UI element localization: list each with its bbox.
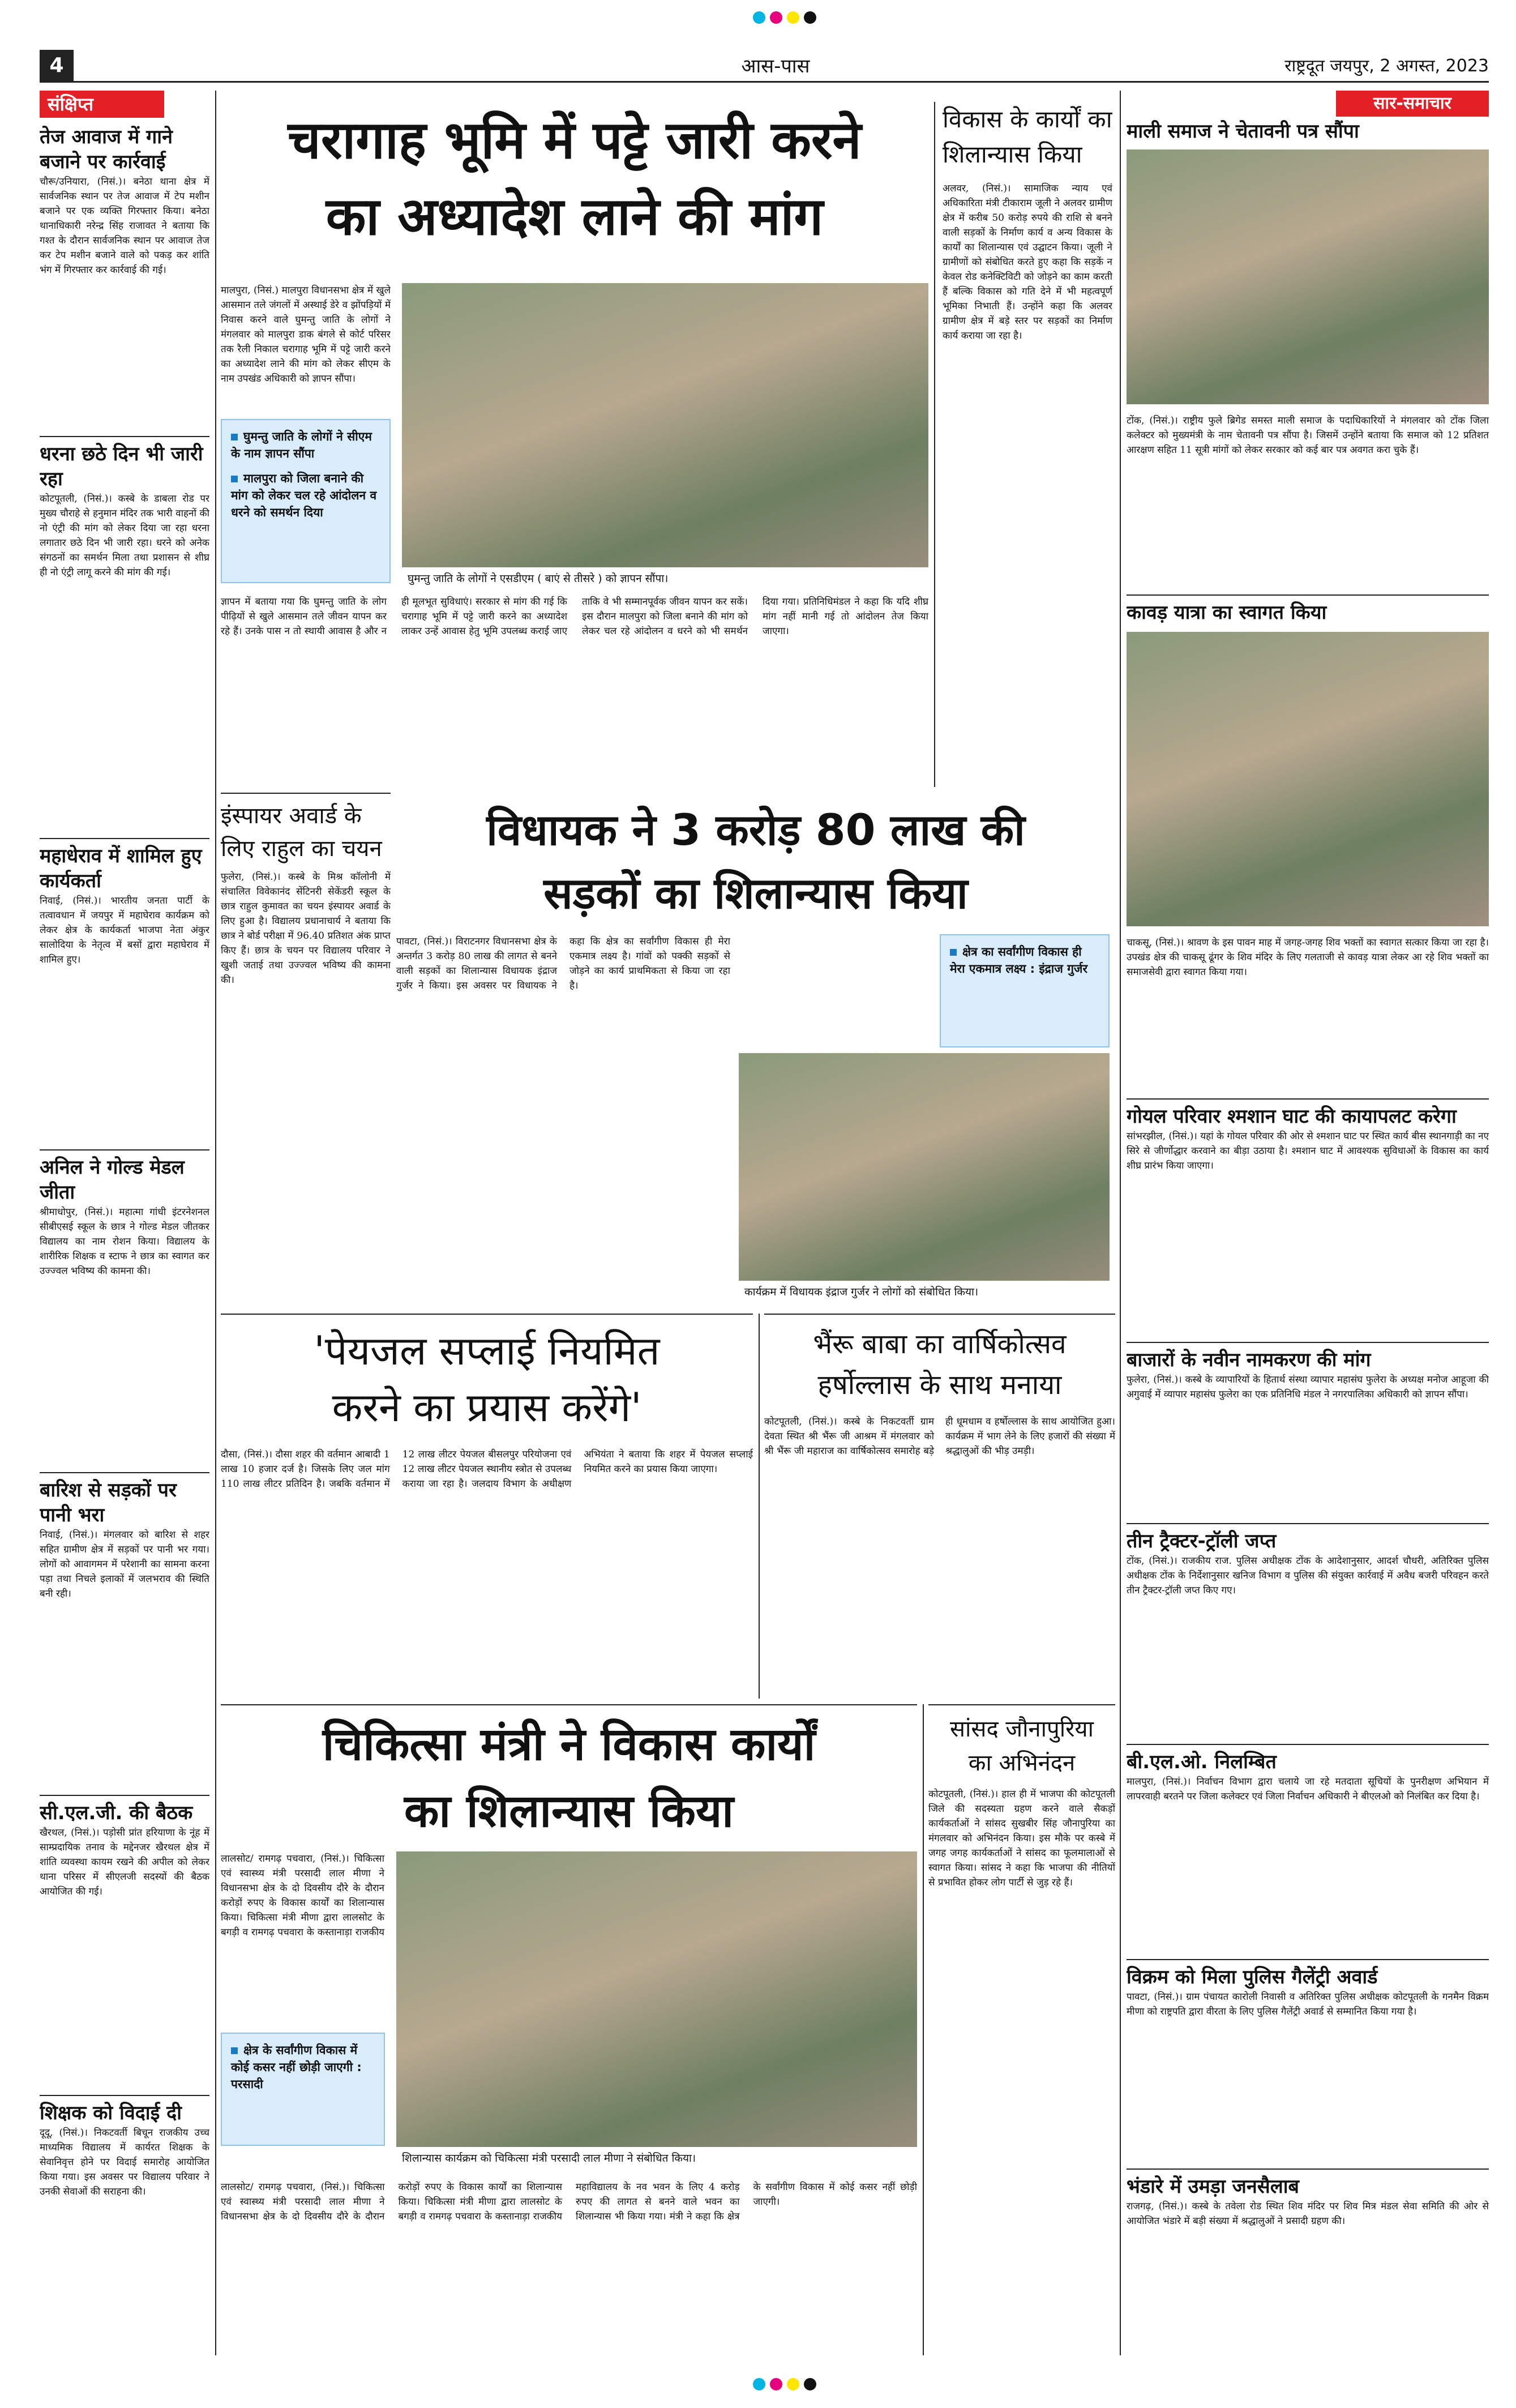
mla-photo — [739, 1053, 1110, 1302]
mla-body: पावटा, (निसं.)। विराटनगर विधानसभा क्षेत्र के अन्तर्गत 3 करोड़ 80 लाख की लागत से बनने वाली सड़कों का शिलान्यास विधायक इंद्राज गुर्जर ने किया। इस अवसर पर विधायक ने कहा कि क्षेत्र का सर्वांगीण विकास ही मेरा एकमात्र लक्ष्य है। गांवों को पक्की सड़कों से जोड़ने का कार्य प्राथमिकता से किया जा रहा है। — [396, 936, 730, 991]
mla-headline: विधायक ने 3 करोड़ 80 लाख की सड़कों का शिलान्यास किया — [486, 805, 1025, 918]
lead-highlight-box: घुमन्तु जाति के लोगों ने सीएम के नाम ज्ञापन सौंपा मालपुरा को जिला बनाने की मांग को लेकर चल रहे आंदोलन व धरने को समर्थन दिया — [221, 419, 391, 583]
water-headline: 'पेयजल सप्लाई नियमित करने का प्रयास करेंगे' — [314, 1328, 660, 1431]
mp-story: सांसद जौनापुरिया का अभिनंदन कोटपूतली, (निसं.)। हाल ही में भाजपा की कोटपूतली जिले की सदस्यता ग्रहण करने वाले सैकड़ों कार्यकर्ताओं ने सांसद सुखबीर सिंह जौनापुरिया का मंगलवार को अभिनंदन किया। इस मौके पर कस्बे में जगह जगह कार्यकर्ताओं ने सांसद का फूलमालाओं से स्वागत किया। सांसद ने कहा कि भाजपा की नीतियों से प्रभावित होकर लोग पार्टी से जुड़ रहे हैं। — [928, 1704, 1115, 2355]
right-news-column — [1127, 91, 1489, 2355]
lead-intro: मालपुरा, (निसं.) मालपुरा विधानसभा क्षेत्र में खुले आसमान तले जंगलों में अस्थाई डेरे व झोंपड़ियों में निवास करने वाले घुमन्तु जाति के लोगों ने मंगलवार को मालपुरा डाक बंगले से कोर्ट परिसर तक रैली निकाल चरागाह भूमि में पट्टे जारी करने का अध्यादेश लाने की मांग को लेकर सीएम के नाम उपखंड अधिकारी को ज्ञापन सौंपा। — [221, 285, 391, 384]
mla-highlight-box: क्षेत्र का सर्वांगीण विकास ही मेरा एकमात्र लक्ष्य : इंद्राज गुर्जर — [940, 934, 1110, 1047]
news-item: बी.एल.ओ. निलम्बित मालपुरा, (निसं.)। निर्वाचन विभाग द्वारा चलाये जा रहे मतदाता सूचियों के पुनरीक्षण अभियान में लापरवाही बरतने पर जिला कलेक्टर एवं जिला निर्वाचन अधिकारी ने बीएलओ को निलंबित कर दिया है। — [1127, 1744, 1489, 1953]
bhairu-story — [764, 1314, 1115, 1699]
health-highlight-box: क्षेत्र के सर्वांगीण विकास में कोई कसर नहीं छोड़ी जाएगी : परसादी — [221, 2033, 385, 2146]
right-label: सार-समाचार — [1336, 91, 1489, 117]
lead-photo — [402, 283, 928, 589]
lead-photo-caption: घुमन्तु जाति के लोगों ने एसडीएम ( बाएं से तीसरे ) को ज्ञापन सौंपा। — [402, 567, 928, 589]
page-number: 4 — [40, 50, 74, 82]
brief-item: अनिल ने गोल्ड मेडल जीता श्रीमाधोपुर, (निसं.)। महात्मा गांधी इंटरनेशनल सीबीएसई स्कूल के छात्र ने गोल्ड मेडल जीतकर विद्यालय का नाम रोशन किया। विद्यालय के शारीरिक शिक्षक व स्टाफ ने छात्र का स्वागत कर उज्ज्वल भविष्य की कामना की। — [40, 1149, 209, 1472]
news-item: भंडारे में उमड़ा जनसैलाब राजगढ़, (निसं.)। कस्बे के तवेला रोड स्थित शिव मंदिर पर शिव मित्र मंडल सेवा समिति की ओर से आयोजित भंडारे में बड़ी संख्या में श्रद्धालुओं ने प्रसादी ग्रहण की। — [1127, 2169, 1489, 2355]
section-title: आस-पास — [741, 55, 810, 78]
brief-item: महाधेराव में शामिल हुए कार्यकर्ता निवाई, (निसं.)। भारतीय जनता पार्टी के तत्वावधान में जयपुर में महाघेराव कार्यक्रम को लेकर क्षेत्र के कार्यकर्ता भाजपा नेता अंकुर सालोदिया के नेतृत्व में बसों द्वारा महाघेराव में शामिल हुए। — [40, 838, 209, 1149]
news-item: माली समाज ने चेतावनी पत्र सौंपा टोंक, (निसं.)। राष्ट्रीय फुले ब्रिगेड समस्त माली समाज के पदाधिकारियों ने मंगलवार को टोंक जिला कलेक्टर को मुख्यमंत्री के नाम चेतावनी पत्र सौंपा है। जिसमें उन्होंने बताया कि समाज को 12 प्रतिशत आरक्षण सहित 11 सूत्री मांगों को लेकर सरकार को कई बार पत्र अवगत करा चुके हैं। — [1127, 120, 1489, 456]
bhairu-headline: भैंरू बाबा का वार्षिकोत्सव हर्षोल्लास के साथ मनाया — [813, 1328, 1067, 1401]
water-body: दौसा, (निसं.)। दौसा शहर की वर्तमान आबादी 1 लाख 10 हजार दर्ज है। जिसके लिए जल मांग 110 लाख लीटर प्रतिदिन है। जबकि वर्तमान में 12 लाख लीटर पेयजल बीसलपुर परियोजना एवं 12 लाख लीटर पेयजल स्थानीय स्त्रोत से उपलब्ध कराया जा रहा है। जलदाय विभाग के अधीक्षण अभियंता ने बताया कि शहर में पेयजल सप्लाई नियमित करने का प्रयास किया जाएगा। — [221, 1449, 753, 1490]
lead-headline: चरागाह भूमि में पट्टे जारी करने का अध्यादेश लाने की मांग — [288, 110, 862, 247]
inspire-award-story: इंस्पायर अवार्ड के लिए राहुल का चयन फुलेरा, (निसं.)। कस्बे के मिश्र कॉलोनी में संचालित विवेकानंद सेंटिनरी सेकेंडरी स्कूल के छात्र राहुल कुमावत का चयन इंस्पायर अवार्ड के लिए हुआ है। विद्यालय प्रधानाचार्य ने बताया कि छात्र ने बोर्ड परीक्षा में 96.40 प्रतिशत अंक प्राप्त किए हैं। छात्र के चयन पर विद्यालय परिवार ने खुशी जताई तथा उज्ज्वल भविष्य की कामना की। — [221, 793, 391, 1314]
lead-body: ज्ञापन में बताया गया कि घुमन्तु जाति के लोग पीढ़ियों से खुले आसमान तले जीवन यापन कर रहे हैं। उनके पास न तो स्थायी आवास है और न ही मूलभूत सुविधाएं। सरकार से मांग की गई कि चरागाह भूमि में पट्टे जारी करने का अध्यादेश लाकर उन्हें आवास हेतु भूमि उपलब्ध कराई जाए ताकि वे भी सम्मानपूर्वक जीवन यापन कर सकें। इस दौरान मालपुरा को जिला बनाने की मांग को लेकर चल रहे आंदोलन व धरने को भी समर्थन दिया गया। प्रतिनिधिमंडल ने कहा कि यदि शीघ्र मांग नहीं मानी गई तो आंदोलन तेज किया जाएगा। — [221, 596, 928, 637]
news-item: बाजारों के नवीन नामकरण की मांग फुलेरा, (निसं.)। कस्बे के व्यापारियों के हितार्थ संस्था व्यापार महासंघ फुलेरा के अध्यक्ष मनोज आहूजा की अगुवाई में व्यापार महासंघ फुलेरा का एक प्रतिनिधि मंडल ने नगरपालिका अधिकारी को ज्ञापन सौंपा। — [1127, 1342, 1489, 1517]
brief-item: शिक्षक को विदाई दी दूदू, (निसं.)। निकटवर्ती बिचून राजकीय उच्च माध्यमिक विद्यालय में कार्यरत शिक्षक के सेवानिवृत्त होने पर विदाई समारोह आयोजित किया गया। इस अवसर पर विद्यालय परिवार ने उनकी सेवाओं की सराहना की। — [40, 2095, 209, 2355]
brief-item: धरना छठे दिन भी जारी रहा कोटपूतली, (निसं.)। कस्बे के डाबला रोड पर मुख्य चौराहे से हनुमान मंदिर तक भारी वाहनों की नो एंट्री की मांग को लेकर दिया जा रहा धरना लगातार छठे दिन भी जारी रहा। धरने को अनेक संगठनों का समर्थन मिला तथा प्रशासन से शीघ्र ही नो एंट्री लागू करने की मांग की गई। — [40, 436, 209, 838]
bhairu-body: कोटपूतली, (निसं.)। कस्बे के निकटवर्ती ग्राम देवता स्थित श्री भैंरू जी आश्रम में मंगलवार को श्री भैंरू जी महाराज का वार्षिकोत्सव समारोह बड़े ही धूमधाम व हर्षोल्लास के साथ आयोजित हुआ। कार्यक्रम में भाग लेने के लिए हजारों की संख्या में श्रद्धालुओं की भीड़ उमड़ी। — [764, 1416, 1115, 1457]
left-brief-column — [40, 91, 209, 2355]
brief-item: तेज आवाज में गाने बजाने पर कार्रवाई चौरू/उनियारा, (निसं.)। बनेठा थाना क्षेत्र में सार्वजनिक स्थान पर तेज आवाज में टेप मशीन बजाने पर एक व्यक्ति गिरफ्तार किया। बनेठा थानाधिकारी नरेन्द्र सिंह राजावत ने बताया कि गश्त के दौरान सार्वजनिक स्थान पर आवाज तेज कर टेप मशीन बजाने वाले को पकड़ कर शांति भंग में गिरफ्तार कर कार्रवाई की गई। — [40, 126, 209, 276]
brief-label: संक्षिप्त — [40, 91, 164, 118]
mla-photo-caption: कार्यक्रम में विधायक इंद्राज गुर्जर ने लोगों को संबोधित किया। — [739, 1281, 1110, 1302]
masthead-date: राष्ट्रदूत जयपुर, 2 अगस्त, 2023 — [1284, 56, 1489, 76]
news-photo — [1127, 149, 1489, 404]
brief-item: बारिश से सड़कों पर पानी भरा निवाई, (निसं.)। मंगलवार को बारिश से शहर सहित ग्रामीण क्षेत्र में सड़कों पर पानी भर गया। लोगों को आवागमन में परेशानी का सामना करना पड़ा तथा निचले इलाकों में जलभराव की स्थिति बनी रही। — [40, 1472, 209, 1795]
mp-headline: सांसद जौनापुरिया का अभिनंदन — [950, 1716, 1094, 1776]
brief-item: सी.एल.जी. की बैठक खैरथल, (निसं.)। पड़ोसी प्रांत हरियाणा के नूंह में साम्प्रदायिक तनाव के मद्देनजर खैरथल क्षेत्र में शांति व्यवस्था कायम रखने की अपील को लेकर थाना परिसर में सीएलजी सदस्यों की बैठक आयोजित की गई। — [40, 1795, 209, 2095]
health-headline: चिकित्सा मंत्री ने विकास कार्यों का शिलान्यास किया — [322, 1718, 816, 1837]
development-body: अलवर, (निसं.)। सामाजिक न्याय एवं अधिकारिता मंत्री टीकाराम जूली ने अलवर ग्रामीण क्षेत्र में करीब 50 करोड़ रुपये की राशि से बनने वाली सड़कों के निर्माण कार्य व अन्य विकास के कार्यों का शिलान्यास एवं उद्घाटन किया। जूली ने ग्रामीणों को संबोधित करते हुए कहा कि सड़कें न केवल रोड कनेक्टिविटी को जोड़ने का काम करती हैं बल्कि विकास को गति देने में भी महत्वपूर्ण भूमिका निभाती हैं। उन्होंने कहा कि अलवर ग्रामीण क्षेत्र में बड़े स्तर पर सड़कों का निर्माण कार्य कराया जा रहा है। — [943, 183, 1112, 341]
health-body-continued: लालसोट/ रामगढ़ पचवारा, (निसं.)। चिकित्सा एवं स्वास्थ्य मंत्री परसादी लाल मीणा ने विधानसभा क्षेत्र के दो दिवसीय दौरे के दौरान करोड़ों रुपए के विकास कार्यों का शिलान्यास किया। चिकित्सा मंत्री मीणा द्वारा लालसोट के बगड़ी व रामगढ़ पचवारा के कस्तानाड़ा राजकीय महाविद्यालय के नव भवन के लिए 4 करोड़ रुपए की लागत से बनने वाले भवन का शिलान्यास भी किया गया। मंत्री ने कहा कि क्षेत्र के सर्वांगीण विकास में कोई कसर नहीं छोड़ी जाएगी। — [221, 2182, 917, 2222]
health-photo — [396, 1851, 917, 2169]
news-photo — [1127, 632, 1489, 926]
news-item: गोयल परिवार श्मशान घाट की कायापलट करेगा सांभरझील, (निसं.)। यहां के गोयल परिवार की ओर से श्मशान घाट पर स्थित कार्य बीस स्थानगाड़ी का नए सिरे से जीर्णोद्धार करवाने का बीड़ा उठाया है। श्मशान घाट में आवश्यक सुविधाओं के विकास का कार्य शीघ्र प्रारंभ किया जाएगा। — [1127, 1098, 1489, 1336]
health-body: लालसोट/ रामगढ़ पचवारा, (निसं.)। चिकित्सा एवं स्वास्थ्य मंत्री परसादी लाल मीणा ने विधानसभा क्षेत्र के दो दिवसीय दौरे के दौरान करोड़ों रुपए के विकास कार्यों का शिलान्यास किया। चिकित्सा मंत्री मीणा द्वारा लालसोट के बगड़ी व रामगढ़ पचवारा के कस्तानाड़ा राजकीय — [221, 1853, 384, 1938]
health-photo-caption: शिलान्यास कार्यक्रम को चिकित्सा मंत्री परसादी लाल मीणा ने संबोधित किया। — [396, 2147, 917, 2169]
page-header — [40, 50, 1489, 83]
news-item: तीन ट्रैक्टर-ट्रॉली जप्त टोंक, (निसं.)। राजकीय राज. पुलिस अधीक्षक टोंक के आदेशानुसार, आदर्श चौधरी, अतिरिक्त पुलिस अधीक्षक टोंक के निर्देशानुसार खनिज विभाग व पुलिस की संयुक्त कार्रवाई में अवैध बजरी परिवहन करते तीन ट्रैक्टर-ट्रॉली जप्त किए गए। — [1127, 1523, 1489, 1738]
development-headline: विकास के कार्यों का शिलान्यास किया — [943, 105, 1112, 168]
news-item: कावड़ यात्रा का स्वागत किया चाकसू, (निसं.)। श्रावण के इस पावन माह में जगह-जगह शिव भक्तों का स्वागत सत्कार किया जा रहा है। उपखंड क्षेत्र की चाकसू ढूंगर के शिव मंदिर के लिए गलताजी से कावड़ यात्रा लेकर आ रहे शिव भक्तों का समाजसेवी द्वारा स्वागत किया गया। — [1127, 594, 1489, 1093]
water-story — [221, 1314, 753, 1699]
news-item: विक्रम को मिला पुलिस गैलेंट्री अवार्ड पावटा, (निसं.)। ग्राम पंचायत कारोली निवासी व अतिरिक्त पुलिस अधीक्षक कोटपूतली के गनमैन विक्रम मीणा को राष्ट्रपति द्वारा वीरता के लिए पुलिस गैलेंट्री अवार्ड से सम्मानित किया गया है। — [1127, 1959, 1489, 2163]
